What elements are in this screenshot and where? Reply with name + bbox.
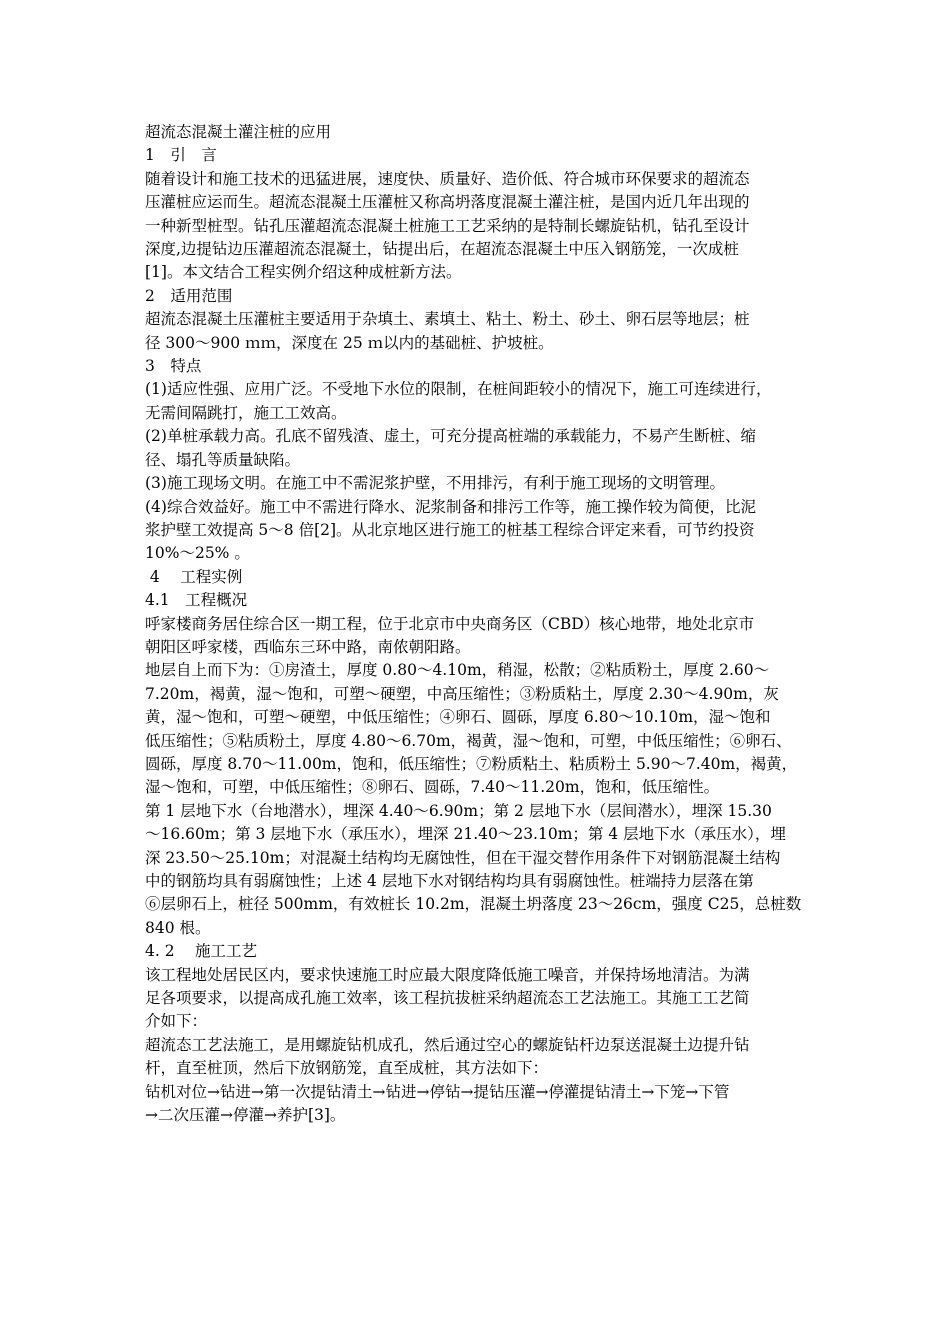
text-line: 7.20m，褐黄，湿～饱和，可塑～硬塑，中高压缩性；③粉质粘土，厚度 2.30～4.90m，灰: [145, 684, 779, 703]
text-line: 低压缩性；⑤粘质粉土，厚度 4.80～6.70m，褐黄，湿～饱和，可塑，中低压缩性；⑥卵石、: [145, 731, 792, 750]
text-line: →二次压灌→停灌→养护[3]。: [145, 1106, 346, 1125]
text-line: 湿～饱和，可塑，中低压缩性；⑧卵石、圆砾，7.40～11.20m，饱和，低压缩性。: [145, 778, 720, 797]
section-heading: 4 工程实例: [145, 567, 243, 586]
text-line: 钻机对位→钻进→第一次提钻清土→钻进→停钻→提钻压灌→停灌提钻清土→下笼→下管: [145, 1082, 730, 1101]
text-line: 黄，湿～饱和，可塑～硬塑，中低压缩性；④卵石、圆砾，厚度 6.80～10.10m，湿～饱和: [145, 708, 771, 727]
text-line: 超流态工艺法施工，是用螺旋钻机成孔，然后通过空心的螺旋钻杆边泵送混凝土边提升钻: [145, 1035, 750, 1054]
text-line: 杆，直至桩顶，然后下放钢筋笼，直至成桩，其方法如下：: [145, 1059, 549, 1078]
text-line: 地层自上而下为：①房渣土，厚度 0.80～4.10m，稍湿，松散；②粘质粉土，厚度 2.60～: [145, 661, 770, 680]
text-line: 随着设计和施工技术的迅猛进展，速度快、质量好、造价低、符合城市环保要求的超流态: [145, 169, 750, 188]
text-line: 超流态混凝土压灌桩主要适用于杂填土、素填土、粘土、粉土、砂土、卵石层等地层；桩: [145, 310, 750, 329]
section-heading: 3 特点: [145, 357, 202, 376]
text-line: 无需间隔跳打，施工工效高。: [145, 403, 347, 422]
text-line: (1)适应性强、应用广泛。不受地下水位的限制，在桩间距较小的情况下，施工可连续进行，: [145, 380, 772, 399]
text-line: 深 23.50～25.10m；对混凝土结构均无腐蚀性，但在干湿交替作用条件下对钢筋混凝土结构: [145, 848, 781, 867]
text-line: 圆砾，厚度 8.70～11.00m，饱和，低压缩性；⑦粉质粘土、粘质粉土 5.90～7.40m，褐黄，: [145, 754, 798, 773]
text-line: 一种新型桩型。钻孔压灌超流态混凝土桩施工工艺采纳的是特制长螺旋钻机，钻孔至设计: [145, 216, 750, 235]
section-heading: 1 引 言: [145, 146, 217, 165]
text-line: 介如下：: [145, 1012, 208, 1031]
section-heading: 2 适用范围: [145, 286, 233, 305]
document-page: [145, 121, 815, 1127]
text-line: 压灌桩应运而生。超流态混凝土压灌桩又称高坍落度混凝土灌注桩，是国内近几年出现的: [145, 193, 750, 212]
text-line: ⑥层卵石上，桩径 500mm，有效桩长 10.2m，混凝土坍落度 23～26cm，强度 C25，总桩数: [145, 895, 802, 914]
text-line: 朝阳区呼家楼，西临东三环中路，南侬朝阳路。: [145, 637, 471, 656]
text-line: 深度,边提钻边压灌超流态混凝土，钻提出后，在超流态混凝土中压入钢筋笼，一次成桩: [145, 240, 739, 259]
text-line: 呼家楼商务居住综合区一期工程，位于北京市中央商务区（CBD）核心地带，地处北京市: [145, 614, 755, 633]
text-line: 该工程地处居民区内，要求快速施工时应最大限度降低施工噪音，并保持场地清洁。为满: [145, 965, 750, 984]
text-line: 840 根。: [145, 918, 211, 937]
subsection-heading: 4. 2 施工工艺: [145, 942, 258, 961]
text-line: (3)施工现场文明。在施工中不需泥浆护壁，不用排污，有利于施工现场的文明管理。: [145, 474, 725, 493]
text-line: 足各项要求，以提高成孔施工效率，该工程抗拔桩采纳超流态工艺法施工。其施工工艺简: [145, 989, 750, 1008]
text-line: ～16.60m；第 3 层地下水（承压水），埋深 21.40～23.10m；第 4 层地下水（承压水），埋: [145, 825, 786, 844]
text-line: 径、塌孔等质量缺陷。: [145, 450, 301, 469]
doc-title: 超流态混凝土灌注桩的应用: [145, 123, 332, 141]
subsection-heading: 4.1 工程概况: [145, 591, 248, 610]
text-line: 10%～25% 。: [145, 544, 250, 563]
text-line: (2)单桩承载力高。孔底不留残渣、虚土，可充分提高桩端的承载能力，不易产生断桩、缩: [145, 427, 756, 446]
text-line: 第 1 层地下水（台地潜水），埋深 4.40～6.90m；第 2 层地下水（层间潜水），埋深 15.30: [145, 801, 772, 820]
text-line: 径 300～900 ｍｍ，深度在 25 ｍ以内的基础桩、护坡桩。: [145, 333, 554, 352]
text-line: 浆护壁工效提高 5～8 倍[2]。从北京地区进行施工的桩基工程综合评定来看，可节约投资: [145, 520, 755, 539]
text-line: 中的钢筋均具有弱腐蚀性；上述 4 层地下水对钢结构均具有弱腐蚀性。桩端持力层落在第: [145, 872, 754, 890]
text-line: [1]。本文结合工程实例介绍这种成桩新方法。: [145, 263, 462, 282]
text-line: (4)综合效益好。施工中不需进行降水、泥浆制备和排污工作等，施工操作较为简便，比泥: [145, 497, 756, 516]
